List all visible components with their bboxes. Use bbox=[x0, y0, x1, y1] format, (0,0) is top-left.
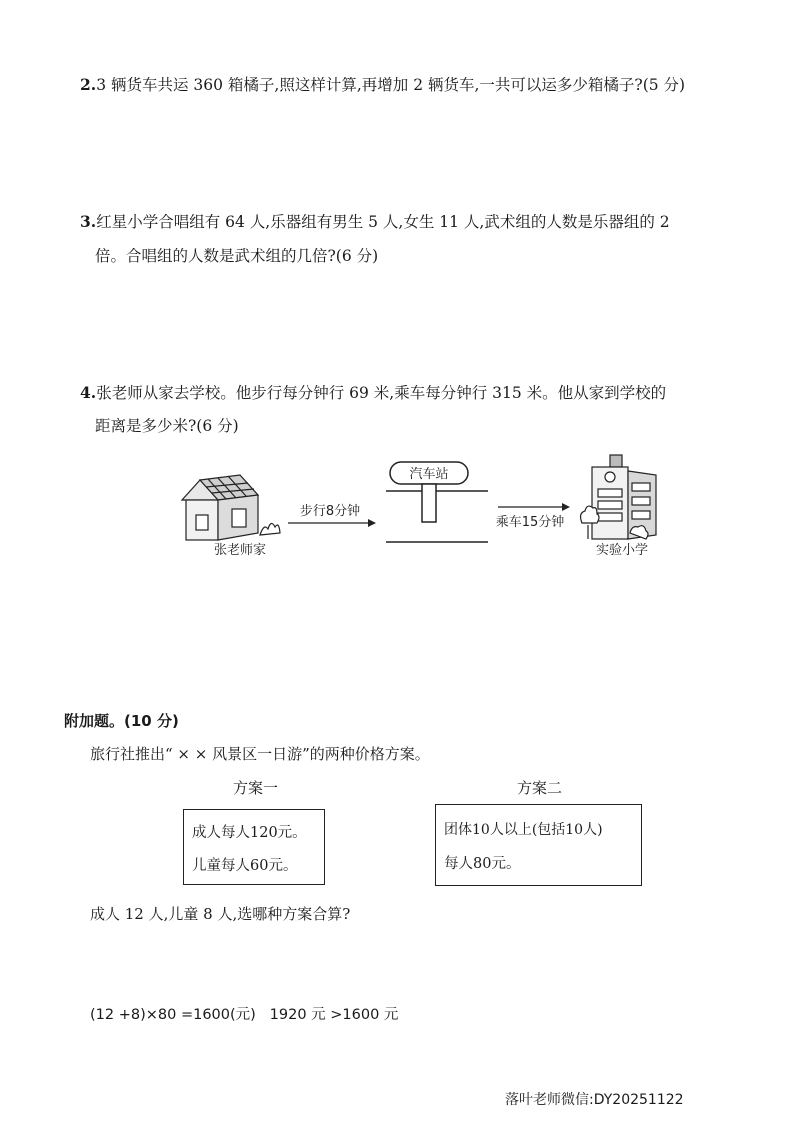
plan1-title: 方案一 bbox=[233, 779, 279, 797]
question-number: 4. bbox=[80, 383, 97, 402]
question-2 bbox=[80, 75, 685, 95]
question-text-line1: 红星小学合唱组有 64 人,乐器组有男生 5 人,女生 11 人,武术组的人数是乐器组的 2 bbox=[96, 213, 670, 231]
home-label: 张老师家 bbox=[213, 543, 267, 558]
bonus-intro: 旅行社推出“ × × 风景区一日游”的两种价格方案。 bbox=[90, 745, 430, 763]
question-text: 3 辆货车共运 360 箱橘子,照这样计算,再增加 2 辆货车,一共可以运多少箱橘子?(5 分) bbox=[96, 76, 686, 94]
ride-label: 乘车15分钟 bbox=[495, 515, 565, 530]
plan2-price: 每人80元。 bbox=[444, 856, 521, 872]
ride-arrowhead bbox=[562, 503, 570, 511]
bonus-question: 成人 12 人,儿童 8 人,选哪种方案合算? bbox=[90, 905, 351, 923]
question-3-line2: 倍。合唱组的人数是武术组的几倍?(6 分) bbox=[95, 247, 379, 265]
question-3 bbox=[80, 212, 670, 232]
plan2-title: 方案二 bbox=[517, 779, 563, 797]
plan1-box bbox=[183, 809, 325, 885]
school-icon bbox=[581, 455, 656, 539]
walk-arrowhead bbox=[368, 519, 376, 527]
plan1-child-price: 儿童每人60元。 bbox=[192, 858, 298, 874]
house-icon bbox=[182, 475, 280, 540]
bonus-answer: (12 +8)×80 =1600(元) 1920 元 >1600 元 bbox=[90, 1007, 399, 1023]
question-text-line1: 张老师从家去学校。他步行每分钟行 69 米,乘车每分钟行 315 米。他从家到学校的 bbox=[96, 384, 667, 402]
walk-label: 步行8分钟 bbox=[299, 504, 361, 519]
station-label: 汽车站 bbox=[409, 467, 449, 482]
question-number: 2. bbox=[80, 75, 97, 94]
plan2-box bbox=[435, 804, 642, 886]
question-number: 3. bbox=[80, 212, 97, 231]
plan1-adult-price: 成人每人120元。 bbox=[192, 825, 307, 841]
school-label: 实验小学 bbox=[595, 543, 649, 558]
question-4 bbox=[80, 383, 666, 403]
plan2-group-condition: 团体10人以上(包括10人) bbox=[444, 822, 603, 838]
footer-text: 落叶老师微信:DY20251122 bbox=[505, 1092, 684, 1108]
route-diagram bbox=[170, 445, 670, 565]
bonus-title: 附加题。(10 分) bbox=[64, 712, 179, 730]
question-4-line2: 距离是多少米?(6 分) bbox=[95, 417, 239, 435]
